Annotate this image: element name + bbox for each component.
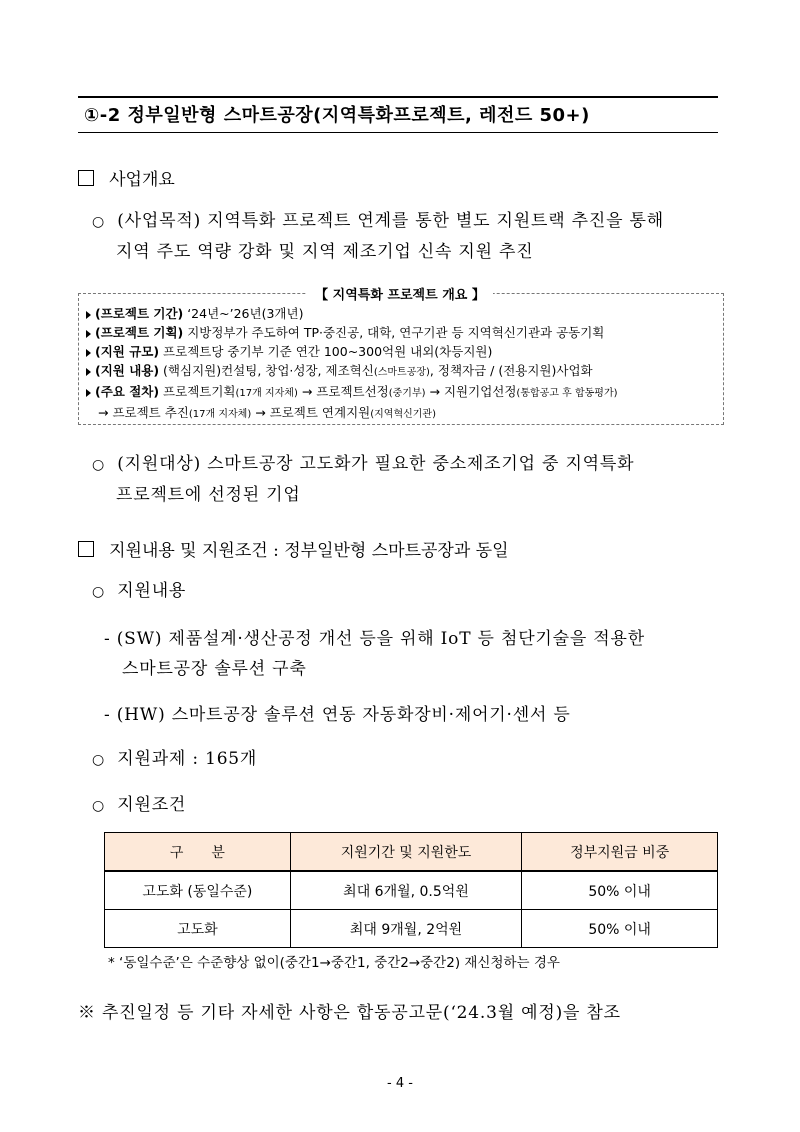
purpose-line1: (사업목적) 지역특화 프로젝트 연계를 통한 별도 지원트랙 추진을 통해 — [117, 211, 664, 231]
footnote: * ‘동일수준’은 수준향상 없이(중간1→중간1, 중간2→중간2) 재신청하는 경우 — [108, 955, 560, 971]
page-title: ①-2 정부일반형 스마트공장(지역특화프로젝트, 레전드 50+) — [84, 105, 590, 126]
circle-bullet-icon: ○ — [92, 457, 106, 473]
circle-bullet-icon: ○ — [92, 214, 106, 230]
table-cell: 최대 6개월, 0.5억원 — [290, 871, 522, 910]
triangle-bullet-icon — [86, 389, 91, 397]
table-cell: 고도화 — [105, 910, 291, 948]
overview-item: (지원 규모) 프로젝트당 중기부 기준 연간 100~300억원 내외(차등지원) — [86, 342, 618, 361]
circle-bullet-icon: ○ — [92, 798, 106, 814]
sw-line2: 스마트공장 솔루션 구축 — [122, 659, 307, 679]
overview-item: (주요 절차) 프로젝트기획(17개 지자체) → 프로젝트선정(중기부) → 지원기업선정(통합공고 후 합동평가) — [86, 382, 618, 403]
overview-box-title: 【 지역특화 프로젝트 개요 】 — [0, 284, 800, 303]
table-header-cell: 정부지원금 비중 — [522, 833, 718, 872]
table-cell: 고도화 (동일수준) — [105, 871, 291, 910]
overview-item: (프로젝트 기간) ‘24년~’26년(3개년) — [86, 304, 618, 323]
triangle-bullet-icon — [86, 349, 91, 357]
table-row — [105, 871, 718, 910]
target-line2: 프로젝트에 선정된 기업 — [116, 485, 301, 505]
conditions-heading: ○ 지원조건 — [92, 795, 187, 815]
table-cell: 50% 이내 — [522, 910, 718, 948]
checkbox-icon — [78, 541, 94, 557]
triangle-bullet-icon — [86, 311, 91, 319]
purpose-line2: 지역 주도 역량 강화 및 지역 제조기업 신속 지원 추진 — [116, 242, 534, 262]
circle-bullet-icon: ○ — [92, 752, 106, 768]
overview-item: (지원 내용) (핵심지원)컨설팅, 창업·성장, 제조혁신(스마트공장), 정책자금 / (전용지원)사업화 — [86, 361, 618, 382]
table-cell: 50% 이내 — [522, 871, 718, 910]
section-title: 지원내용 및 지원조건 : 정부일반형 스마트공장과 동일 — [109, 541, 509, 561]
tasks-line: ○ 지원과제 : 165개 — [92, 749, 258, 769]
hw-line: - (HW) 스마트공장 솔루션 연동 자동화장비·제어기·센서 등 — [104, 705, 571, 725]
triangle-bullet-icon — [86, 330, 91, 338]
sw-line1: - (SW) 제품설계·생산공정 개선 등을 위해 IoT 등 첨단기술을 적용한 — [104, 629, 645, 649]
sw-block — [104, 624, 724, 684]
section-title: 사업개요 — [109, 170, 175, 190]
checkbox-icon — [78, 170, 94, 186]
table-header-row — [105, 833, 718, 872]
table-cell: 최대 9개월, 2억원 — [290, 910, 522, 948]
reference-note: ※ 추진일정 등 기타 자세한 사항은 합동공고문(‘24.3월 예정)을 참조 — [78, 1003, 621, 1023]
target-block — [92, 449, 732, 510]
overview-list — [86, 304, 618, 424]
content-heading: ○ 지원내용 — [92, 581, 187, 601]
table-row — [105, 910, 718, 948]
section-heading-1 — [78, 165, 175, 190]
target-line1: (지원대상) 스마트공장 고도화가 필요한 중소제조기업 중 지역특화 — [117, 454, 635, 474]
overview-item: (프로젝트 기획) 지방정부가 주도하여 TP·중진공, 대학, 연구기관 등 지역혁신기관과 공동기획 — [86, 323, 618, 342]
table-header-cell: 지원기간 및 지원한도 — [290, 833, 522, 872]
page-number: - 4 - — [387, 1076, 413, 1091]
circle-bullet-icon: ○ — [92, 584, 106, 600]
purpose-block — [92, 206, 732, 267]
table-header-cell: 구 분 — [105, 833, 291, 872]
triangle-bullet-icon — [86, 368, 91, 376]
overview-item-continued: → 프로젝트 추진(17개 지자체) → 프로젝트 연계지원(지역혁신기관) — [98, 405, 436, 420]
conditions-table — [104, 832, 718, 948]
section-heading-2 — [78, 536, 509, 561]
